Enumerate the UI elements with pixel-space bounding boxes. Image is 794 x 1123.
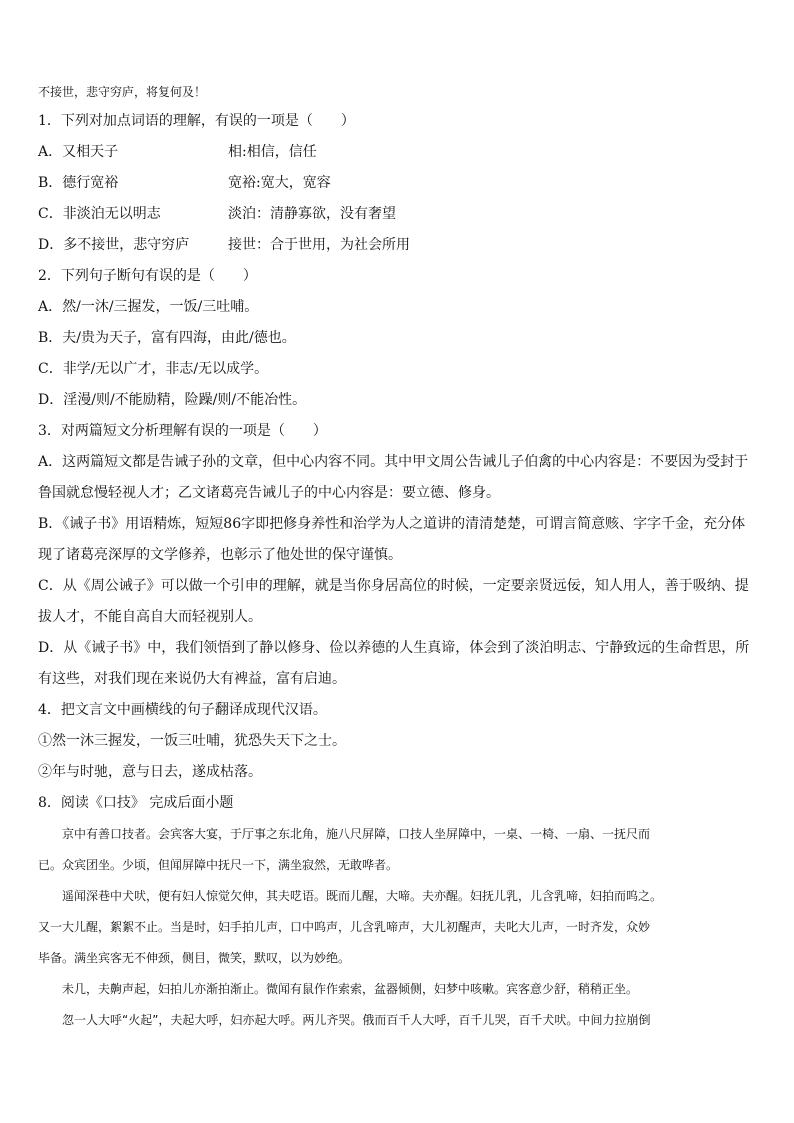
q4-item-2: ②年与时驰，意与日去，遂成枯落。 [38, 764, 262, 780]
p2-line1: 遥闻深巷中犬吠，便有妇人惊觉欠伸，其夫呓语。既而儿醒，大啼。夫亦醒。妇抚儿乳，儿含乳啼，妇拍而呜之。 [62, 889, 663, 903]
q1-option-c-gloss: 淡泊：清静寡欲，没有奢望 [228, 206, 396, 222]
q4-item-1: ①然一沐三握发，一饭三吐哺，犹恐失天下之士。 [38, 733, 346, 749]
question-3-stem: 3．对两篇短文分析理解有误的一项是（ ） [38, 423, 327, 439]
p2-line2: 又一大儿醒，絮絮不止。当是时，妇手拍儿声，口中呜声，儿含乳啼声，大儿初醒声，夫叱大儿声，一时齐发，众妙 [38, 920, 651, 934]
q1-option-d-text: D．多不接世，悲守穷庐 [38, 237, 190, 253]
question-1-stem: 1．下列对加点词语的理解，有误的一项是（ ） [38, 113, 355, 129]
p1-line1: 京中有善口技者。会宾客大宴，于厅事之东北角，施八尺屏障，口技人坐屏障中，一桌、一椅、一扇、一抚尺而 [62, 827, 651, 841]
p2-line3: 毕备。满坐宾客无不伸颈，侧目，微笑，默叹，以为妙绝。 [38, 951, 351, 965]
question-8-stem: 8．阅读《口技》 完成后面小题 [38, 795, 234, 811]
q1-option-c-text: C．非淡泊无以明志 [38, 206, 161, 222]
q3-option-d-line2: 有这些，对我们现在来说仍大有裨益，富有启迪。 [38, 671, 346, 687]
passage-paragraph-4 [38, 1005, 754, 1036]
q1-option-d [38, 230, 754, 261]
q3-option-c-line1: C．从《周公诫子》可以做一个引申的理解，就是当你身居高位的时候，一定要亲贤远佞，知人用人，善于吸纳、提 [38, 578, 749, 594]
q1-option-b-gloss: 宽裕:宽大，宽容 [228, 175, 331, 191]
q2-option-d: D．淫漫/则/不能励精，险躁/则/不能冶性。 [38, 392, 307, 408]
p1-line2: 已。众宾团坐。少顷，但闻屏障中抚尺一下，满坐寂然，无敢哗者。 [38, 858, 399, 872]
passage-paragraph-2 [38, 881, 754, 974]
q3-option-a-line1: A．这两篇短文都是告诫子孙的文章，但中心内容不同。其中甲文周公告诫儿子伯禽的中心内容是：不要因为受封于 [38, 454, 749, 470]
q1-option-b-text: B．德行宽裕 [38, 175, 119, 191]
passage-paragraph-1 [38, 819, 754, 881]
q3-option-b-line2: 现了诸葛亮深厚的文学修养，也彰示了他处世的保守谨慎。 [38, 547, 402, 563]
q2-option-c: C．非学/无以广才，非志/无以成学。 [38, 361, 269, 377]
q3-option-c-line2: 拔人才，不能自高自大而轻视别人。 [38, 609, 262, 625]
passage-paragraph-3 [38, 974, 754, 1005]
q3-option-a-line2: 鲁国就怠慢轻视人才；乙文诸葛亮告诫儿子的中心内容是：要立德、修身。 [38, 485, 500, 501]
question-2-stem: 2．下列句子断句有误的是（ ） [38, 268, 257, 284]
q1-option-a [38, 137, 754, 168]
q1-option-a-gloss: 相:相信，信任 [228, 144, 317, 160]
q2-option-b: B．夫/贵为天子，富有四海，由此/德也。 [38, 330, 296, 346]
p4-line1: 忽一人大呼“火起”，夫起大呼，妇亦起大呼。两儿齐哭。俄而百千人大呼，百千儿哭，百千犬吠。中间力拉崩倒 [62, 1013, 651, 1027]
q1-option-d-gloss: 接世：合于世用，为社会所用 [228, 237, 410, 253]
p3-line1: 未几，夫齁声起，妇拍儿亦渐拍渐止。微闻有鼠作作索索，盆器倾侧，妇梦中咳嗽。宾客意少舒，稍稍正坐。 [62, 982, 639, 996]
q2-option-a: A．然/一沐/三握发，一饭/三吐哺。 [38, 299, 259, 315]
intro-line: 不接世，悲守穷庐，将复何及！ [38, 85, 207, 99]
q1-option-c [38, 199, 754, 230]
q1-option-b [38, 168, 754, 199]
q3-option-d-line1: D．从《诫子书》中，我们领悟到了静以修身、俭以养德的人生真谛，体会到了淡泊明志、宁静致远的生命哲思，所 [38, 640, 750, 656]
q3-option-b-line1: B．《诫子书》用语精炼，短短86字即把修身养性和治学为人之道讲的清清楚楚，可谓言简意赅、字字千金，充分体 [38, 516, 746, 532]
question-4-stem: 4．把文言文中画横线的句子翻译成现代汉语。 [38, 702, 327, 718]
q1-option-a-text: A．又相天子 [38, 144, 119, 160]
